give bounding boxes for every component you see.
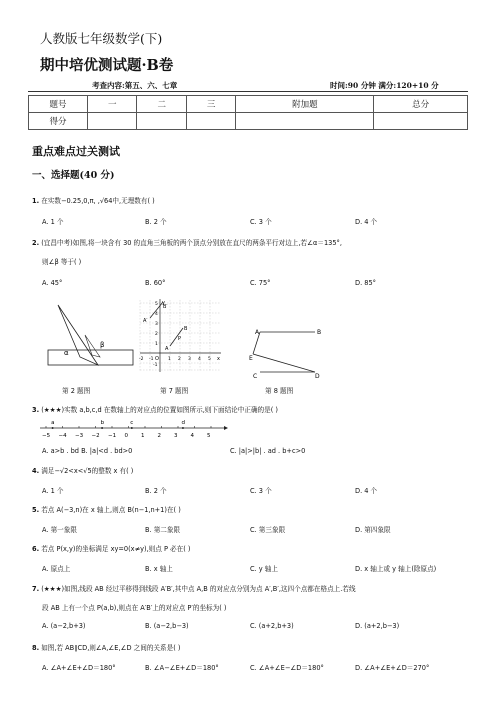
arrow-right-icon: [224, 426, 228, 430]
question-number: 2.: [32, 239, 40, 247]
score-table-header-row: [29, 96, 468, 113]
figure-q2: [40, 295, 140, 375]
number-line-point-label: d: [181, 420, 185, 426]
point-p-label: P: [178, 336, 182, 342]
score-table: [28, 95, 468, 130]
option-a: A. (a−2,b+3): [42, 622, 86, 630]
alpha-label: α: [64, 349, 69, 357]
point-a-prime-label: A′: [143, 318, 148, 324]
score-table-score-row: [29, 113, 468, 130]
section-title: 重点难点过关测试: [32, 145, 120, 158]
number-line-tick-label: −1: [108, 433, 117, 439]
question-3: [32, 404, 278, 414]
x-tick-label: 1: [168, 357, 171, 362]
option-b: B. (a−2,b−3): [145, 622, 189, 630]
page-title: 期中培优测试题·B卷: [40, 57, 174, 74]
question-6: [32, 543, 190, 553]
number-line-tick-label: 2: [157, 433, 161, 439]
option-d: D. 85°: [355, 279, 376, 287]
y-tick-label: 5: [155, 302, 158, 307]
figure-q8: [245, 322, 335, 380]
part-title: 一、选择题(40 分): [32, 170, 115, 181]
x-tick-label: 2: [178, 357, 181, 362]
book-series: 人教版七年级数学(下): [40, 31, 163, 46]
option-c: C. 3 个: [250, 487, 272, 495]
y-tick-label: 1: [155, 342, 158, 347]
score-cell: 附加题: [236, 96, 374, 113]
number-line-point: [101, 427, 103, 429]
score-input-cell[interactable]: [186, 113, 235, 130]
option-b: B. 2 个: [145, 487, 167, 495]
option-b: B. 2 个: [145, 218, 167, 226]
option-d: D. x 轴上或 y 轴上(除原点): [355, 565, 437, 573]
option-b: B. 第二象限: [145, 526, 181, 534]
option-a: A. 1 个: [42, 218, 64, 226]
option-c: C. 3 个: [250, 218, 272, 226]
number-line-point: [131, 427, 133, 429]
question-5: [32, 504, 181, 514]
point-a-label: A: [255, 329, 260, 336]
score-cell: 总分: [374, 96, 468, 113]
figure-q7: [135, 298, 225, 374]
question-text: 若点 P(x,y)的坐标满足 xy=0(x≠y),则点 P 必在( ): [41, 545, 191, 553]
option-c: C. 75°: [250, 279, 271, 287]
option-a: A. 1 个: [42, 487, 64, 495]
number-line-tick-label: −4: [58, 433, 67, 439]
question-8: [32, 642, 180, 652]
x-tick-label: -1: [149, 357, 154, 362]
option-d: D. (a+2,b−3): [355, 622, 400, 630]
option-a: A. 第一象限: [42, 526, 77, 534]
option-d: D. 4 个: [355, 487, 378, 495]
question-number: 8.: [32, 644, 40, 652]
question-text: 如图,若 AB∥CD,则∠A,∠E,∠D 之间的关系是( ): [41, 644, 181, 652]
number-line-point-label: a: [51, 420, 55, 426]
point-b-label: B: [184, 326, 188, 332]
option-a-b: A. a>b . bd B. |a|<d . bd>0: [42, 447, 133, 455]
exam-scope: 考查内容:第五、六、七章: [92, 81, 178, 90]
number-line-tick-label: 5: [207, 433, 211, 439]
question-text: (★★★)实数 a,b,c,d 在数轴上的对应点的位置如图所示,则下面结论中正确的是( ): [41, 406, 278, 414]
question-text: 若点 A(−3,n)在 x 轴上,则点 B(n−1,n+1)在( ): [41, 506, 181, 514]
triangle-inner-shape: [85, 335, 100, 357]
option-a: A. ∠A+∠E+∠D＝180°: [42, 664, 116, 672]
question-text-cont: 则∠β 等于( ): [42, 258, 82, 266]
number-line: [38, 418, 228, 444]
number-line-point: [52, 427, 54, 429]
option-c: C. y 轴上: [250, 565, 278, 573]
ruler-shape: [48, 350, 133, 365]
question-number: 1.: [32, 197, 40, 205]
option-d: D. ∠A+∠E+∠D＝270°: [355, 664, 430, 672]
point-d-label: D: [315, 373, 320, 380]
option-b: B. x 轴上: [145, 565, 173, 573]
option-a: A. 原点上: [42, 565, 71, 573]
question-number: 4.: [32, 467, 40, 475]
score-input-cell[interactable]: [137, 113, 186, 130]
score-cell: 一: [88, 96, 137, 113]
x-tick-label: 5: [208, 357, 211, 362]
option-d: D. 4 个: [355, 218, 378, 226]
point-e-label: E: [249, 355, 253, 362]
figure-caption: 第 8 题图: [265, 387, 294, 395]
point-c-label: C: [253, 373, 258, 380]
segment-ed: [253, 354, 315, 372]
segment-ab: [170, 328, 183, 346]
origin-label: O: [155, 356, 159, 362]
option-b: B. 60°: [145, 279, 166, 287]
number-line-tick-label: 3: [174, 433, 178, 439]
x-tick-label: 4: [198, 357, 201, 362]
score-cell: 二: [137, 96, 186, 113]
option-c: C. (a+2,b+3): [250, 622, 294, 630]
score-input-cell[interactable]: [374, 113, 468, 130]
number-line-point: [182, 427, 184, 429]
figure-caption: 第 2 题图: [62, 387, 91, 395]
option-c-d: C. |a|>|b| . ad . b+c>0: [230, 447, 306, 455]
x-tick-label: -2: [139, 357, 144, 362]
number-line-tick-label: 0: [124, 433, 128, 439]
number-line-point-label: c: [130, 420, 134, 426]
question-text: (宜昌中考)如图,将一块含有 30 的直角三角板的两个顶点分别放在直尺的两条平行对边上,若∠α＝135°,: [41, 239, 342, 247]
question-text: (★★★)如图,线段 AB 经过平移得到线段 A′B′,其中点 A,B 的对应点分别为点 A′,B′,这四个点都在格点上.若线: [41, 585, 356, 593]
option-c: C. ∠A+∠E−∠D＝180°: [250, 664, 324, 672]
question-4: [32, 465, 133, 475]
number-line-point-label: b: [100, 420, 105, 426]
question-number: 5.: [32, 506, 40, 514]
number-line-tick-label: −3: [75, 433, 84, 439]
number-line-tick-label: −5: [42, 433, 51, 439]
option-d: D. 第四象限: [355, 526, 391, 534]
exam-time-score: 时间:90 分钟 满分:120+10 分: [330, 81, 439, 90]
question-number: 6.: [32, 545, 40, 553]
question-number: 3.: [32, 406, 40, 414]
question-7: [32, 583, 356, 593]
score-cell: 题号: [29, 96, 88, 113]
option-a: A. 45°: [42, 279, 63, 287]
number-line-tick-label: 1: [141, 433, 145, 439]
question-text: 在实数−0.25,0,π, ,√64中,无理数有( ): [41, 197, 155, 205]
number-line-tick-label: 4: [190, 433, 194, 439]
y-tick-label: 3: [155, 322, 158, 327]
question-1: [32, 195, 155, 205]
score-cell: 三: [186, 96, 235, 113]
header-rule: [28, 91, 468, 92]
question-number: 7.: [32, 585, 40, 593]
y-tick-label: 2: [155, 332, 158, 337]
question-2: [32, 237, 342, 247]
point-b-label: B: [317, 329, 322, 336]
point-a-label: A: [165, 346, 169, 352]
option-c: C. 第三象限: [250, 526, 286, 534]
question-text: 满足−√2<x<√5的整数 x 有( ): [41, 467, 134, 475]
y-axis-label: y: [162, 300, 165, 306]
score-input-cell[interactable]: [88, 113, 137, 130]
score-input-cell[interactable]: [236, 113, 374, 130]
point-b-prime-label: B′: [163, 304, 168, 310]
option-b: B. ∠A−∠E+∠D＝180°: [145, 664, 219, 672]
question-text-cont: 段 AB 上有一个点 P(a,b),则点在 A′B′上的对应点 P′的坐标为( ): [42, 604, 227, 612]
x-tick-label: 3: [188, 357, 191, 362]
score-cell: 得分: [29, 113, 88, 130]
figure-caption: 第 7 题图: [160, 387, 189, 395]
x-axis-label: x: [217, 356, 220, 362]
y-tick-label: 4: [155, 312, 158, 317]
number-line-tick-label: −2: [91, 433, 100, 439]
beta-label: β: [100, 341, 105, 349]
y-tick-label: -1: [153, 363, 158, 368]
